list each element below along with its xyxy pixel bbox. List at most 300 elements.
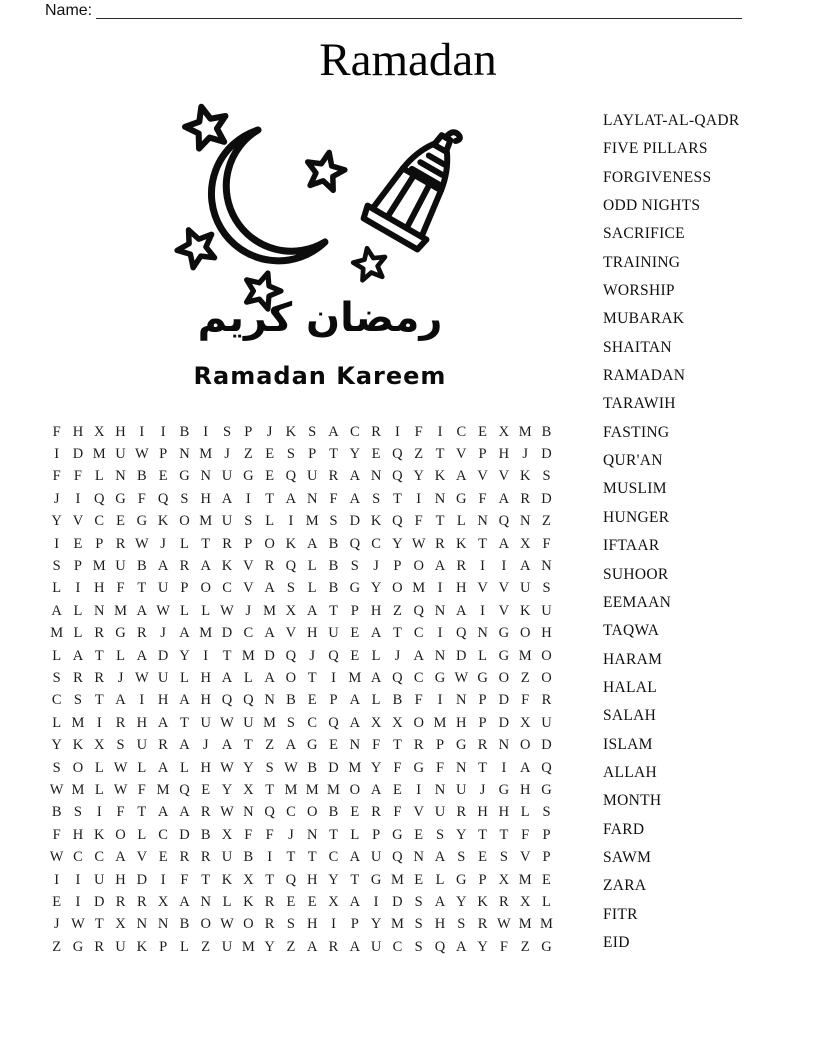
word-list-item: FASTING — [603, 423, 670, 441]
grid-letter: B — [328, 580, 339, 597]
grid-letter: S — [244, 513, 253, 530]
grid-letter: A — [136, 602, 148, 619]
grid-letter: Z — [542, 513, 551, 530]
grid-letter: S — [499, 849, 508, 866]
grid-letter: A — [136, 647, 148, 664]
grid-letter: O — [285, 669, 297, 686]
grid-letter: C — [222, 580, 232, 597]
grid-letter: O — [413, 714, 424, 731]
grid-letter: R — [200, 849, 211, 866]
grid-letter: P — [478, 446, 487, 463]
grid-letter: P — [478, 714, 487, 731]
grid-letter: L — [52, 647, 62, 664]
grid-letter: G — [541, 938, 552, 955]
grid-letter: Y — [243, 759, 254, 776]
grid-letter: W — [220, 759, 234, 776]
grid-letter: P — [393, 558, 402, 575]
grid-letter: U — [370, 849, 382, 866]
grid-letter: Q — [434, 938, 446, 955]
grid-letter: R — [179, 849, 190, 866]
grid-letter: T — [499, 826, 509, 843]
grid-letter: F — [265, 826, 274, 843]
grid-letter: A — [306, 602, 318, 619]
grid-letter: A — [115, 849, 126, 866]
grid-letter: S — [52, 759, 61, 776]
grid-letter: I — [160, 423, 166, 440]
grid-letter: I — [437, 423, 443, 440]
grid-letter: L — [116, 647, 125, 664]
grid-letter: Y — [51, 737, 62, 754]
grid-letter: I — [394, 423, 400, 440]
grid-letter: M — [305, 513, 319, 530]
grid-letter: C — [456, 423, 467, 440]
grid-letter: N — [157, 916, 169, 933]
grid-letter: U — [94, 871, 105, 888]
word-list-item: MONTH — [603, 792, 662, 810]
grid-letter: U — [328, 625, 339, 642]
word-list-item: ALLAH — [603, 763, 658, 781]
grid-letter: K — [434, 468, 446, 485]
grid-letter: T — [307, 849, 317, 866]
grid-letter: R — [456, 804, 467, 821]
grid-letter: P — [372, 826, 381, 843]
grid-letter: N — [349, 737, 361, 754]
word-list-item: SAWM — [603, 848, 652, 866]
grid-letter: O — [413, 558, 424, 575]
grid-letter: S — [542, 580, 551, 597]
grid-letter: Z — [414, 446, 424, 463]
grid-letter: F — [372, 737, 381, 754]
grid-letter: Q — [264, 804, 275, 821]
grid-letter: I — [331, 669, 336, 686]
word-list-item: MUSLIM — [603, 480, 667, 498]
grid-letter: P — [308, 446, 317, 463]
word-list-item: ZARA — [603, 877, 647, 895]
grid-letter: N — [200, 468, 211, 485]
grid-letter: P — [73, 558, 82, 575]
grid-letter: U — [221, 513, 233, 530]
grid-letter: G — [413, 759, 424, 776]
grid-letter: S — [286, 916, 295, 933]
word-search-grid — [46, 421, 557, 958]
grid-letter: H — [456, 714, 467, 731]
grid-letter: I — [245, 490, 251, 507]
grid-letter: X — [94, 423, 105, 440]
grid-letter: E — [478, 423, 488, 440]
grid-letter: S — [542, 804, 551, 821]
grid-letter: Z — [201, 938, 211, 955]
grid-letter: E — [158, 468, 168, 485]
grid-letter: X — [498, 871, 510, 888]
grid-letter: A — [349, 468, 361, 485]
grid-letter: V — [498, 468, 510, 485]
grid-letter: M — [390, 871, 404, 888]
grid-letter: Z — [265, 737, 275, 754]
grid-letter: W — [411, 535, 426, 552]
grid-letter: D — [541, 737, 552, 754]
grid-letter: L — [542, 893, 551, 910]
grid-letter: V — [136, 849, 148, 866]
grid-letter: N — [306, 490, 318, 507]
grid-letter: L — [137, 826, 147, 843]
word-list-item: FITR — [603, 905, 638, 923]
grid-letter: A — [456, 938, 467, 955]
grid-letter: D — [221, 625, 233, 642]
grid-letter: H — [200, 692, 211, 709]
grid-letter: P — [244, 535, 253, 552]
grid-letter: P — [329, 692, 338, 709]
grid-letter: S — [457, 916, 466, 933]
grid-letter: S — [457, 849, 466, 866]
star-icon — [303, 148, 348, 191]
grid-letter: N — [498, 737, 510, 754]
grid-letter: S — [222, 423, 232, 440]
grid-letter: M — [92, 558, 106, 575]
grid-letter: R — [264, 893, 275, 910]
grid-letter: F — [180, 871, 189, 888]
grid-letter: I — [139, 423, 145, 440]
grid-letter: L — [94, 781, 104, 798]
grid-letter: R — [115, 893, 126, 910]
grid-letter: S — [73, 804, 82, 821]
grid-letter: I — [501, 558, 507, 575]
grid-letter: Y — [392, 535, 403, 552]
illustration-caption: Ramadan Kareem — [193, 362, 447, 390]
grid-letter: H — [498, 804, 510, 821]
grid-letter: R — [328, 938, 339, 955]
grid-letter: A — [456, 468, 467, 485]
grid-letter: U — [157, 669, 169, 686]
grid-letter: G — [541, 781, 552, 798]
grid-letter: F — [478, 490, 487, 507]
word-list-item: MUBARAK — [603, 310, 685, 328]
grid-letter: T — [286, 849, 296, 866]
grid-letter: N — [264, 692, 275, 709]
grid-letter: V — [243, 558, 254, 575]
grid-letter: J — [245, 602, 252, 619]
grid-letter: M — [50, 625, 64, 642]
grid-letter: B — [137, 468, 147, 485]
grid-letter: T — [137, 804, 147, 821]
grid-letter: A — [370, 625, 382, 642]
grid-letter: A — [157, 804, 169, 821]
grid-letter: V — [519, 849, 531, 866]
grid-letter: G — [115, 625, 126, 642]
grid-letter: P — [350, 916, 359, 933]
grid-letter: G — [498, 781, 510, 798]
grid-letter: Q — [456, 625, 467, 642]
grid-letter: T — [478, 826, 488, 843]
grid-letter: F — [499, 938, 508, 955]
grid-letter: F — [521, 692, 530, 709]
grid-letter: D — [456, 647, 467, 664]
grid-letter: A — [349, 714, 361, 731]
grid-letter: G — [72, 938, 84, 955]
grid-letter: Y — [221, 781, 233, 798]
grid-letter: M — [412, 580, 426, 597]
grid-letter: O — [115, 826, 126, 843]
grid-letter: D — [541, 446, 552, 463]
grid-letter: E — [350, 647, 360, 664]
grid-letter: C — [413, 625, 424, 642]
grid-letter: Q — [413, 602, 424, 619]
word-list-item: HARAM — [603, 650, 663, 668]
grid-letter: S — [180, 490, 189, 507]
grid-letter: A — [434, 893, 446, 910]
grid-letter: Z — [243, 446, 253, 463]
grid-letter: H — [456, 580, 467, 597]
grid-letter: R — [456, 558, 467, 575]
grid-letter: M — [199, 513, 213, 530]
grid-letter: Y — [370, 580, 382, 597]
grid-letter: A — [179, 804, 190, 821]
grid-letter: H — [200, 490, 211, 507]
grid-letter: U — [157, 580, 169, 597]
grid-letter: Q — [221, 692, 233, 709]
grid-letter: F — [435, 759, 445, 776]
grid-letter: L — [180, 938, 189, 955]
grid-letter: N — [136, 916, 148, 933]
grid-letter: Q — [328, 714, 339, 731]
grid-letter: N — [456, 759, 467, 776]
grid-letter: A — [349, 938, 361, 955]
grid-letter: O — [179, 513, 190, 530]
grid-letter: A — [413, 647, 424, 664]
grid-letter: R — [94, 625, 105, 642]
grid-letter: H — [115, 871, 126, 888]
grid-letter: A — [434, 558, 446, 575]
grid-letter: I — [160, 871, 166, 888]
grid-letter: C — [392, 938, 403, 955]
grid-letter: Z — [520, 669, 530, 686]
grid-letter: V — [498, 602, 510, 619]
grid-letter: N — [519, 513, 531, 530]
grid-letter: H — [72, 826, 84, 843]
grid-letter: C — [286, 804, 296, 821]
grid-letter: A — [221, 490, 233, 507]
grid-letter: P — [435, 737, 445, 754]
grid-letter: G — [243, 468, 254, 485]
grid-letter: I — [54, 446, 60, 463]
grid-letter: L — [478, 647, 488, 664]
grid-letter: F — [414, 513, 423, 530]
grid-letter: Q — [392, 446, 403, 463]
word-list-item: TRAINING — [603, 253, 681, 271]
grid-letter: S — [435, 826, 445, 843]
grid-letter: Q — [157, 490, 169, 507]
grid-letter: B — [328, 535, 339, 552]
grid-letter: H — [541, 625, 552, 642]
grid-letter: R — [520, 490, 531, 507]
grid-letter: S — [372, 490, 381, 507]
grid-letter: F — [521, 826, 530, 843]
word-list-item: FORGIVENESS — [603, 168, 712, 186]
grid-letter: T — [435, 446, 445, 463]
grid-letter: F — [393, 759, 402, 776]
grid-letter: W — [220, 916, 234, 933]
grid-letter: M — [327, 781, 340, 798]
grid-letter: G — [115, 490, 126, 507]
grid-letter: L — [307, 580, 317, 597]
grid-letter: I — [96, 714, 102, 731]
grid-letter: S — [308, 423, 317, 440]
grid-letter: E — [52, 893, 62, 910]
grid-letter: L — [73, 602, 83, 619]
grid-letter: G — [477, 669, 488, 686]
grid-letter: R — [94, 938, 105, 955]
word-list-item: SUHOOR — [603, 565, 669, 583]
grid-letter: C — [371, 535, 381, 552]
grid-letter: R — [413, 737, 424, 754]
grid-letter: V — [243, 580, 254, 597]
grid-letter: I — [331, 916, 336, 933]
grid-letter: M — [433, 714, 447, 731]
grid-letter: T — [478, 759, 488, 776]
grid-letter: Q — [285, 871, 297, 888]
grid-letter: A — [157, 759, 169, 776]
grid-letter: O — [200, 916, 211, 933]
word-list-item: SACRIFICE — [603, 225, 685, 243]
grid-letter: L — [94, 468, 104, 485]
grid-letter: H — [157, 692, 169, 709]
grid-letter: O — [264, 535, 275, 552]
grid-letter: G — [136, 513, 148, 530]
grid-letter: L — [371, 647, 381, 664]
grid-letter: E — [307, 692, 317, 709]
grid-letter: G — [498, 647, 510, 664]
grid-letter: T — [329, 826, 338, 843]
grid-letter: I — [480, 558, 485, 575]
grid-letter: M — [305, 781, 319, 798]
grid-letter: O — [541, 647, 552, 664]
word-list-item: RAMADAN — [603, 367, 686, 385]
grid-letter: A — [370, 669, 382, 686]
grid-letter: M — [71, 781, 85, 798]
grid-letter: D — [157, 647, 169, 664]
grid-letter: S — [286, 714, 295, 731]
grid-letter: G — [456, 737, 467, 754]
grid-letter: W — [284, 759, 298, 776]
grid-letter: S — [265, 759, 274, 776]
star-icon — [181, 101, 232, 150]
grid-letter: K — [243, 893, 254, 910]
grid-letter: Y — [264, 938, 275, 955]
grid-letter: G — [370, 871, 382, 888]
grid-letter: E — [392, 781, 402, 798]
grid-letter: Z — [286, 938, 296, 955]
moon-stars-lantern-drawing — [165, 100, 475, 315]
grid-letter: B — [328, 804, 339, 821]
grid-letter: F — [52, 826, 61, 843]
grid-letter: N — [541, 558, 552, 575]
grid-letter: N — [306, 826, 318, 843]
grid-letter: T — [265, 490, 275, 507]
grid-letter: L — [180, 669, 189, 686]
grid-letter: V — [456, 446, 467, 463]
grid-letter: Q — [541, 759, 552, 776]
grid-letter: X — [115, 916, 126, 933]
grid-letter: N — [434, 602, 446, 619]
grid-letter: E — [542, 871, 551, 888]
grid-letter: N — [179, 446, 190, 463]
grid-letter: G — [498, 625, 510, 642]
grid-letter: Y — [456, 893, 467, 910]
grid-letter: S — [116, 737, 125, 754]
grid-letter: A — [498, 490, 510, 507]
grid-letter: I — [54, 871, 60, 888]
grid-letter: E — [329, 737, 338, 754]
grid-letter: I — [96, 804, 102, 821]
grid-letter: T — [392, 625, 402, 642]
grid-letter: I — [416, 490, 422, 507]
word-list-item: TARAWIH — [603, 395, 676, 413]
grid-letter: S — [414, 893, 423, 910]
grid-letter: M — [518, 871, 532, 888]
grid-letter: X — [498, 423, 510, 440]
grid-letter: N — [370, 468, 382, 485]
grid-letter: R — [222, 535, 232, 552]
grid-letter: V — [477, 468, 488, 485]
grid-letter: F — [137, 490, 146, 507]
grid-letter: P — [159, 938, 168, 955]
word-list-item: IFTAAR — [603, 537, 660, 555]
grid-letter: N — [243, 804, 254, 821]
grid-letter: I — [288, 513, 294, 530]
grid-letter: I — [203, 423, 209, 440]
grid-letter: F — [73, 468, 82, 485]
grid-letter: J — [202, 737, 209, 754]
word-list-item: TAQWA — [603, 622, 660, 640]
grid-letter: T — [94, 647, 104, 664]
grid-letter: U — [136, 737, 148, 754]
grid-letter: Q — [392, 513, 403, 530]
grid-letter: M — [518, 647, 532, 664]
grid-letter: P — [180, 580, 189, 597]
grid-letter: R — [200, 804, 211, 821]
grid-letter: F — [52, 468, 61, 485]
grid-letter: I — [75, 893, 81, 910]
grid-letter: G — [434, 669, 446, 686]
grid-letter: Z — [52, 938, 62, 955]
grid-letter: X — [285, 602, 297, 619]
grid-letter: D — [498, 692, 510, 709]
grid-letter: O — [519, 737, 531, 754]
grid-letter: Y — [413, 468, 424, 485]
grid-letter: C — [94, 513, 105, 530]
grid-letter: R — [115, 535, 126, 552]
grid-letter: Q — [498, 513, 510, 530]
grid-letter: H — [94, 580, 105, 597]
grid-letter: W — [49, 781, 64, 798]
grid-letter: I — [75, 490, 81, 507]
grid-letter: F — [414, 692, 423, 709]
grid-letter: V — [285, 625, 297, 642]
grid-letter: S — [52, 669, 61, 686]
star-icon — [171, 222, 221, 271]
grid-letter: I — [501, 759, 507, 776]
grid-letter: B — [392, 692, 403, 709]
grid-letter: J — [53, 490, 60, 507]
grid-letter: I — [416, 781, 422, 798]
grid-letter: J — [266, 423, 273, 440]
grid-letter: A — [264, 580, 275, 597]
grid-letter: X — [243, 781, 254, 798]
grid-letter: I — [437, 625, 443, 642]
word-list-item: QUR'AN — [603, 452, 663, 470]
grid-letter: F — [393, 804, 402, 821]
grid-letter: R — [499, 893, 509, 910]
grid-letter: T — [329, 446, 338, 463]
